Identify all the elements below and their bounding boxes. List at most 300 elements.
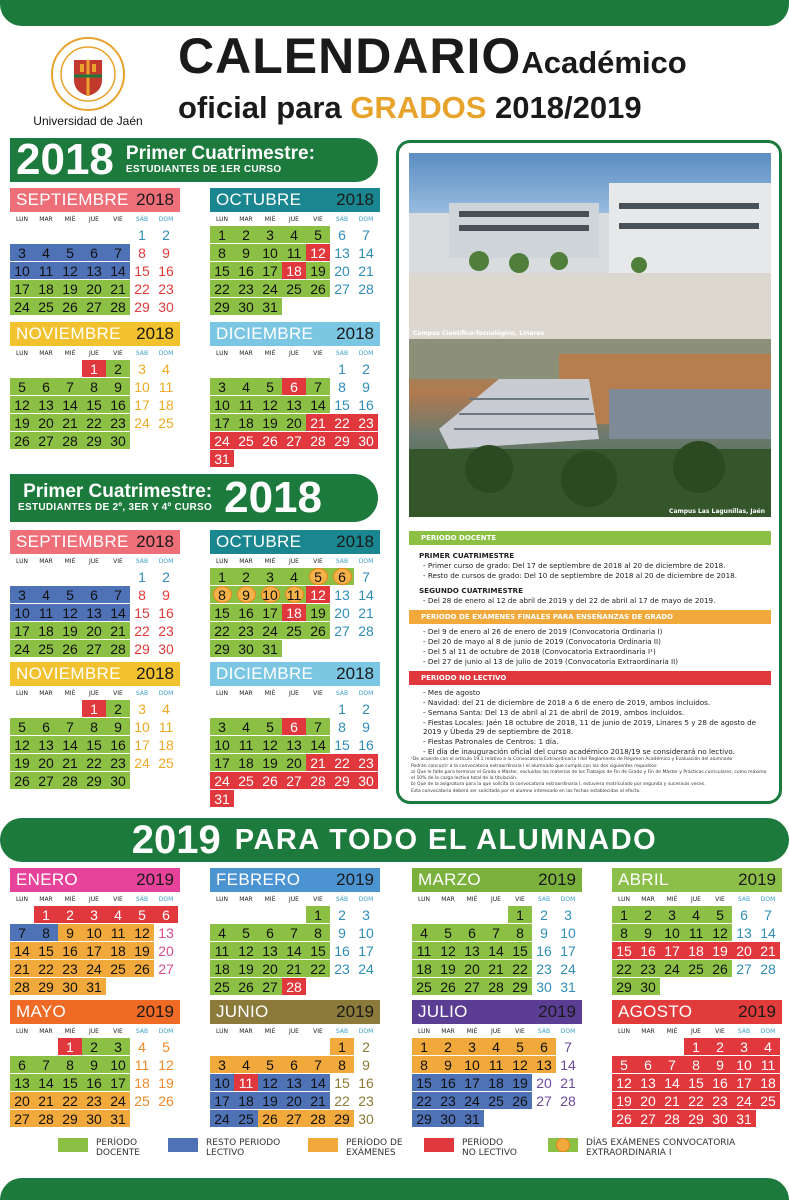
month-header <box>412 1000 582 1024</box>
weekday-row <box>210 1024 380 1038</box>
day-cell: 26 <box>58 298 82 315</box>
day-cell: 20 <box>334 262 350 279</box>
empty-cell <box>306 360 330 377</box>
day-cell: 22 <box>508 960 532 977</box>
month-name: AGOSTO <box>618 1002 693 1021</box>
month-year: 2018 <box>336 532 374 551</box>
legend-swatch <box>424 1138 454 1152</box>
weekday-label: MIÉ <box>64 349 76 357</box>
info-line: - Del 27 de junio al 13 de julio de 2019 (Convocatoria Extraordinaria II) <box>423 657 679 666</box>
empty-cell <box>484 906 508 923</box>
month-year: 2018 <box>136 190 174 209</box>
month-header <box>412 868 582 892</box>
campus-photo-jaen <box>409 339 771 517</box>
day-cell: 9 <box>82 1056 106 1073</box>
day-cell: 21 <box>106 622 130 639</box>
day-cell: 31 <box>560 978 576 995</box>
month-julio-2019 <box>412 1000 582 1127</box>
day-cell: 18 <box>282 262 306 279</box>
weekday-label: SÁB <box>135 349 149 357</box>
weekday-label: DOM <box>358 895 374 903</box>
day-cell: 17 <box>258 604 282 621</box>
empty-cell <box>34 1038 58 1055</box>
day-cell: 18 <box>684 942 708 959</box>
weekday-label: LUN <box>16 349 28 357</box>
day-cell: 15 <box>508 942 532 959</box>
day-cell: 12 <box>306 586 330 603</box>
weekday-label: LUN <box>418 1027 430 1035</box>
day-cell: 21 <box>560 1074 576 1091</box>
day-cell: 27 <box>334 280 350 297</box>
ring-marker-icon <box>556 1138 570 1152</box>
month-year: 2019 <box>538 870 576 889</box>
month-header <box>10 188 180 212</box>
month-febrero-2019 <box>210 868 380 995</box>
day-grid <box>612 1038 782 1127</box>
day-cell: 7 <box>306 718 330 735</box>
day-cell: 3 <box>10 586 34 603</box>
day-cell: 13 <box>34 736 58 753</box>
day-cell: 16 <box>82 1074 106 1091</box>
day-cell: 28 <box>358 622 374 639</box>
month-name: DICIEMBRE <box>216 664 314 683</box>
month-noviembre-2018 <box>10 322 180 449</box>
day-cell: 30 <box>158 298 174 315</box>
empty-cell <box>660 1038 684 1055</box>
weekday-label: VIE <box>715 895 725 903</box>
day-cell: 13 <box>334 586 350 603</box>
day-cell: 20 <box>334 604 350 621</box>
day-cell: 15 <box>34 942 58 959</box>
day-cell: 23 <box>536 960 552 977</box>
day-cell: 15 <box>334 396 350 413</box>
weekday-label: JUE <box>691 895 701 903</box>
weekday-label: VIE <box>313 215 323 223</box>
weekday-label: VIE <box>313 689 323 697</box>
day-cell: 29 <box>330 1110 354 1127</box>
day-cell: 6 <box>34 718 58 735</box>
day-cell: 14 <box>282 942 306 959</box>
legend-label: DÍAS EXÁMENES CONVOCATORIA <box>586 1138 736 1148</box>
weekday-label: JUE <box>89 557 99 565</box>
day-cell: 26 <box>10 432 34 449</box>
day-cell: 25 <box>234 1110 258 1127</box>
empty-cell <box>282 906 306 923</box>
month-year: 2019 <box>738 1002 776 1021</box>
month-year: 2018 <box>336 190 374 209</box>
empty-cell <box>412 906 436 923</box>
day-cell: 8 <box>508 924 532 941</box>
weekday-label: JUE <box>289 215 299 223</box>
day-cell: 16 <box>358 736 374 753</box>
day-cell: 16 <box>436 1074 460 1091</box>
weekday-label: MAR <box>39 557 53 565</box>
weekday-label: MIÉ <box>64 215 76 223</box>
weekday-label: MIÉ <box>264 215 276 223</box>
day-cell: 13 <box>282 396 306 413</box>
day-cell: 23 <box>354 754 378 771</box>
legend-label: EXÁMENES <box>346 1148 396 1158</box>
day-cell: 22 <box>34 960 58 977</box>
day-cell: 26 <box>258 1110 282 1127</box>
weekday-label: JUE <box>89 895 99 903</box>
day-cell: 12 <box>258 736 282 753</box>
empty-cell <box>210 1038 234 1055</box>
day-cell: 20 <box>34 754 58 771</box>
section-banner-2019 <box>0 818 789 862</box>
day-cell: 22 <box>684 1092 708 1109</box>
day-cell: 2 <box>82 1038 106 1055</box>
day-cell: 10 <box>134 378 150 395</box>
day-cell: 3 <box>564 906 572 923</box>
info-subtitle: SEGUNDO CUATRIMESTRE <box>419 586 524 595</box>
day-cell: 22 <box>612 960 636 977</box>
day-cell: 4 <box>282 568 306 585</box>
day-cell: 1 <box>210 226 234 243</box>
day-cell: 18 <box>282 604 306 621</box>
day-cell: 20 <box>10 1092 34 1109</box>
day-cell: 30 <box>82 1110 106 1127</box>
day-cell: 5 <box>10 718 34 735</box>
title-calendario: CALENDARIO <box>178 28 522 84</box>
weekday-label: DOM <box>358 215 374 223</box>
empty-cell <box>106 568 130 585</box>
day-cell: 25 <box>134 1092 150 1109</box>
day-cell: 26 <box>258 772 282 789</box>
day-cell: 27 <box>82 640 106 657</box>
empty-cell <box>258 700 282 717</box>
day-cell: 6 <box>636 1056 660 1073</box>
day-cell: 12 <box>708 924 732 941</box>
day-cell: 24 <box>560 960 576 977</box>
day-cell: 14 <box>660 1074 684 1091</box>
day-cell: 11 <box>158 378 174 395</box>
day-cell: 21 <box>306 414 330 431</box>
weekday-label: DOM <box>158 1027 174 1035</box>
day-cell: 17 <box>660 942 684 959</box>
section-title: PARA TODO EL ALUMNADO <box>234 823 658 856</box>
day-cell: 22 <box>210 622 234 639</box>
weekday-label: MIÉ <box>666 895 678 903</box>
month-header <box>10 1000 180 1024</box>
day-cell: 21 <box>756 942 780 959</box>
weekday-row <box>210 892 380 906</box>
day-cell: 30 <box>358 1110 374 1127</box>
month-year: 2019 <box>538 1002 576 1021</box>
info-line: - Del 20 de mayo al 8 de junio de 2019 (Convocatoria Ordinaria II) <box>423 637 661 646</box>
weekday-row <box>10 686 180 700</box>
day-cell: 9 <box>362 718 370 735</box>
day-cell: 14 <box>484 942 508 959</box>
empty-cell <box>210 360 234 377</box>
empty-cell <box>58 226 82 243</box>
day-cell: 16 <box>708 1074 732 1091</box>
day-cell: 4 <box>34 586 58 603</box>
day-cell: 1 <box>138 568 146 585</box>
day-cell: 26 <box>10 772 34 789</box>
day-cell: 15 <box>334 1074 350 1091</box>
legend-swatch <box>548 1138 578 1152</box>
info-line: - Semana Santa: Del 13 de abril al 21 de abril de 2019, ambos incluidos. <box>423 708 685 717</box>
day-cell: 10 <box>210 736 234 753</box>
day-cell: 4 <box>234 1056 258 1073</box>
day-cell: 3 <box>106 1038 130 1055</box>
day-cell: 5 <box>436 924 460 941</box>
month-name: NOVIEMBRE <box>16 664 121 683</box>
day-cell: 27 <box>34 432 58 449</box>
day-cell: 8 <box>306 924 330 941</box>
section-title: Primer Cuatrimestre: <box>125 143 315 164</box>
day-cell: 28 <box>106 298 130 315</box>
month-header <box>210 868 380 892</box>
day-cell: 30 <box>106 772 130 789</box>
day-cell: 9 <box>636 924 660 941</box>
day-cell: 12 <box>508 1056 532 1073</box>
day-cell: 8 <box>612 924 636 941</box>
day-cell: 21 <box>358 604 374 621</box>
photo-caption: Campus Científico-Tecnológico, Linares <box>413 330 545 337</box>
day-cell: 23 <box>158 280 174 297</box>
weekday-label: JUE <box>89 215 99 223</box>
day-cell: 11 <box>106 924 130 941</box>
legend-item <box>424 1138 517 1158</box>
legend-item <box>168 1138 280 1158</box>
weekday-row <box>412 1024 582 1038</box>
day-cell: 3 <box>362 906 370 923</box>
day-cell: 22 <box>58 1092 82 1109</box>
day-cell: 5 <box>708 906 732 923</box>
day-cell: 28 <box>760 960 776 977</box>
day-cell: 25 <box>484 1092 508 1109</box>
weekday-label: SÁB <box>135 557 149 565</box>
weekday-label: MIÉ <box>64 1027 76 1035</box>
weekday-label: LUN <box>16 689 28 697</box>
day-cell: 26 <box>306 280 330 297</box>
section-banner-other-years <box>10 474 378 522</box>
info-line: - El día de inauguración oficial del curso académico 2018/19 se considerará no lectivo. <box>423 747 735 756</box>
day-cell: 29 <box>134 640 150 657</box>
day-cell: 16 <box>636 942 660 959</box>
day-cell: 3 <box>732 1038 756 1055</box>
info-line: - Primer curso de grado: Del 17 de septiembre de 2018 al 20 de diciembre de 2018. <box>423 561 726 570</box>
day-cell: 30 <box>708 1110 732 1127</box>
day-cell: 3 <box>138 360 146 377</box>
day-cell: 11 <box>234 1074 258 1091</box>
month-year: 2019 <box>136 870 174 889</box>
day-cell: 9 <box>436 1056 460 1073</box>
day-grid <box>412 906 582 995</box>
day-cell: 25 <box>412 978 436 995</box>
day-cell: 21 <box>660 1092 684 1109</box>
weekday-label: DOM <box>358 557 374 565</box>
day-cell: 18 <box>34 280 58 297</box>
day-cell: 3 <box>210 378 234 395</box>
empty-cell <box>258 360 282 377</box>
day-cell: 24 <box>10 298 34 315</box>
day-cell: 17 <box>210 1092 234 1109</box>
day-cell: 8 <box>338 718 346 735</box>
weekday-row <box>210 212 380 226</box>
weekday-label: MAR <box>39 895 53 903</box>
day-cell: 7 <box>282 924 306 941</box>
day-cell: 18 <box>158 396 174 413</box>
day-cell: 15 <box>684 1074 708 1091</box>
empty-cell <box>234 700 258 717</box>
day-cell: 12 <box>258 396 282 413</box>
day-cell: 13 <box>736 924 752 941</box>
empty-cell <box>82 226 106 243</box>
weekday-label: VIE <box>313 895 323 903</box>
day-cell: 7 <box>10 924 34 941</box>
day-cell: 4 <box>684 906 708 923</box>
weekday-label: MAR <box>239 689 253 697</box>
day-cell: 23 <box>436 1092 460 1109</box>
day-grid <box>210 360 380 467</box>
month-diciembre-2018 <box>210 322 380 467</box>
day-cell: 22 <box>210 280 234 297</box>
weekday-label: LUN <box>16 557 28 565</box>
day-cell: 5 <box>258 378 282 395</box>
day-cell: 17 <box>358 942 374 959</box>
day-cell: 20 <box>460 960 484 977</box>
day-cell: 14 <box>560 1056 576 1073</box>
month-septiembre-2018 <box>10 188 180 315</box>
color-legend <box>0 1132 789 1166</box>
day-cell: 7 <box>362 226 370 243</box>
weekday-label: SÁB <box>135 215 149 223</box>
month-diciembre-2018 <box>210 662 380 807</box>
day-cell: 4 <box>162 360 170 377</box>
footnote: b) Que de la asignatura para la que solicita la convocatoria extraordinaria I, estuviera matriculado por segunda y sucesivas veces. <box>411 782 706 787</box>
day-cell: 19 <box>130 942 154 959</box>
day-grid <box>612 906 782 995</box>
day-cell: 13 <box>258 942 282 959</box>
day-cell: 12 <box>58 604 82 621</box>
weekday-row <box>10 554 180 568</box>
empty-cell <box>282 1038 306 1055</box>
day-cell: 2 <box>106 700 130 717</box>
day-cell: 27 <box>282 772 306 789</box>
empty-cell <box>258 1038 282 1055</box>
day-cell: 9 <box>58 924 82 941</box>
day-cell: 10 <box>358 924 374 941</box>
month-abril-2019 <box>612 868 782 995</box>
day-cell: 18 <box>234 754 258 771</box>
section-year: 2018 <box>224 473 322 522</box>
day-cell: 13 <box>82 262 106 279</box>
weekday-label: JUE <box>491 895 501 903</box>
day-cell: 2 <box>106 360 130 377</box>
day-cell: 13 <box>334 244 350 261</box>
empty-cell <box>10 360 34 377</box>
day-cell: 8 <box>684 1056 708 1073</box>
day-cell: 15 <box>210 604 234 621</box>
day-cell: 13 <box>636 1074 660 1091</box>
weekday-label: SÁB <box>135 895 149 903</box>
day-cell: 28 <box>306 1110 330 1127</box>
day-cell: 26 <box>258 432 282 449</box>
day-cell: 28 <box>58 432 82 449</box>
weekday-label: DOM <box>358 349 374 357</box>
section-subtitle: ESTUDIANTES DE 1ER CURSO <box>125 164 282 175</box>
day-grid <box>10 700 180 789</box>
weekday-label: MIÉ <box>466 895 478 903</box>
day-cell: 1 <box>338 700 346 717</box>
info-line: - Fiestas Patronales de Centros: 1 día. <box>423 737 559 746</box>
day-cell: 4 <box>138 1038 146 1055</box>
day-cell: 18 <box>234 1092 258 1109</box>
day-cell: 13 <box>460 942 484 959</box>
weekday-label: MAR <box>239 349 253 357</box>
month-name: NOVIEMBRE <box>16 324 121 343</box>
legend-swatch <box>168 1138 198 1152</box>
day-cell: 15 <box>82 736 106 753</box>
weekday-label: LUN <box>418 895 430 903</box>
weekday-label: DOM <box>158 689 174 697</box>
day-grid <box>412 1038 582 1127</box>
weekday-label: MIÉ <box>264 557 276 565</box>
day-cell: 12 <box>10 736 34 753</box>
day-cell: 23 <box>106 414 130 431</box>
month-header <box>10 322 180 346</box>
weekday-label: DOM <box>760 895 776 903</box>
day-cell: 7 <box>34 1056 58 1073</box>
day-cell: 20 <box>34 414 58 431</box>
day-cell: 7 <box>58 378 82 395</box>
day-cell: 1 <box>58 1038 82 1055</box>
weekday-row <box>612 1024 782 1038</box>
day-cell: 7 <box>362 568 370 585</box>
day-cell: 12 <box>258 1074 282 1091</box>
day-cell: 1 <box>306 906 330 923</box>
day-grid <box>210 1038 380 1127</box>
empty-cell <box>210 906 234 923</box>
day-cell: 10 <box>660 924 684 941</box>
day-cell: 5 <box>612 1056 636 1073</box>
day-grid <box>210 700 380 807</box>
legend-label: RESTO PERIODO <box>206 1138 281 1148</box>
month-header <box>10 868 180 892</box>
empty-cell <box>34 226 58 243</box>
day-cell: 27 <box>636 1110 660 1127</box>
weekday-label: SÁB <box>737 1027 751 1035</box>
day-cell: 16 <box>234 604 258 621</box>
month-name: ABRIL <box>618 870 669 889</box>
legend-label: NO LECTIVO <box>462 1148 517 1158</box>
day-cell: 19 <box>258 754 282 771</box>
section-banner-first-year <box>10 135 378 184</box>
day-cell: 30 <box>536 978 552 995</box>
day-cell: 17 <box>460 1074 484 1091</box>
day-cell: 10 <box>210 396 234 413</box>
weekday-label: LUN <box>16 895 28 903</box>
month-name: SEPTIEMBRE <box>16 190 129 209</box>
day-cell: 21 <box>306 754 330 771</box>
weekday-label: LUN <box>16 1027 28 1035</box>
day-cell: 29 <box>412 1110 436 1127</box>
day-cell: 25 <box>158 754 174 771</box>
day-cell: 9 <box>362 378 370 395</box>
legend-label: PERÍODO DE <box>346 1138 403 1148</box>
weekday-label: LUN <box>216 215 228 223</box>
day-cell: 24 <box>210 432 234 449</box>
day-cell: 17 <box>134 396 150 413</box>
day-cell: 29 <box>34 978 58 995</box>
info-line: - Del 5 al 11 de octubre de 2018 (Convocatoria Extraordinaria I¹) <box>423 647 656 656</box>
month-name: MARZO <box>418 870 481 889</box>
day-cell: 17 <box>106 1074 130 1091</box>
title-academico: Académico <box>521 45 687 80</box>
